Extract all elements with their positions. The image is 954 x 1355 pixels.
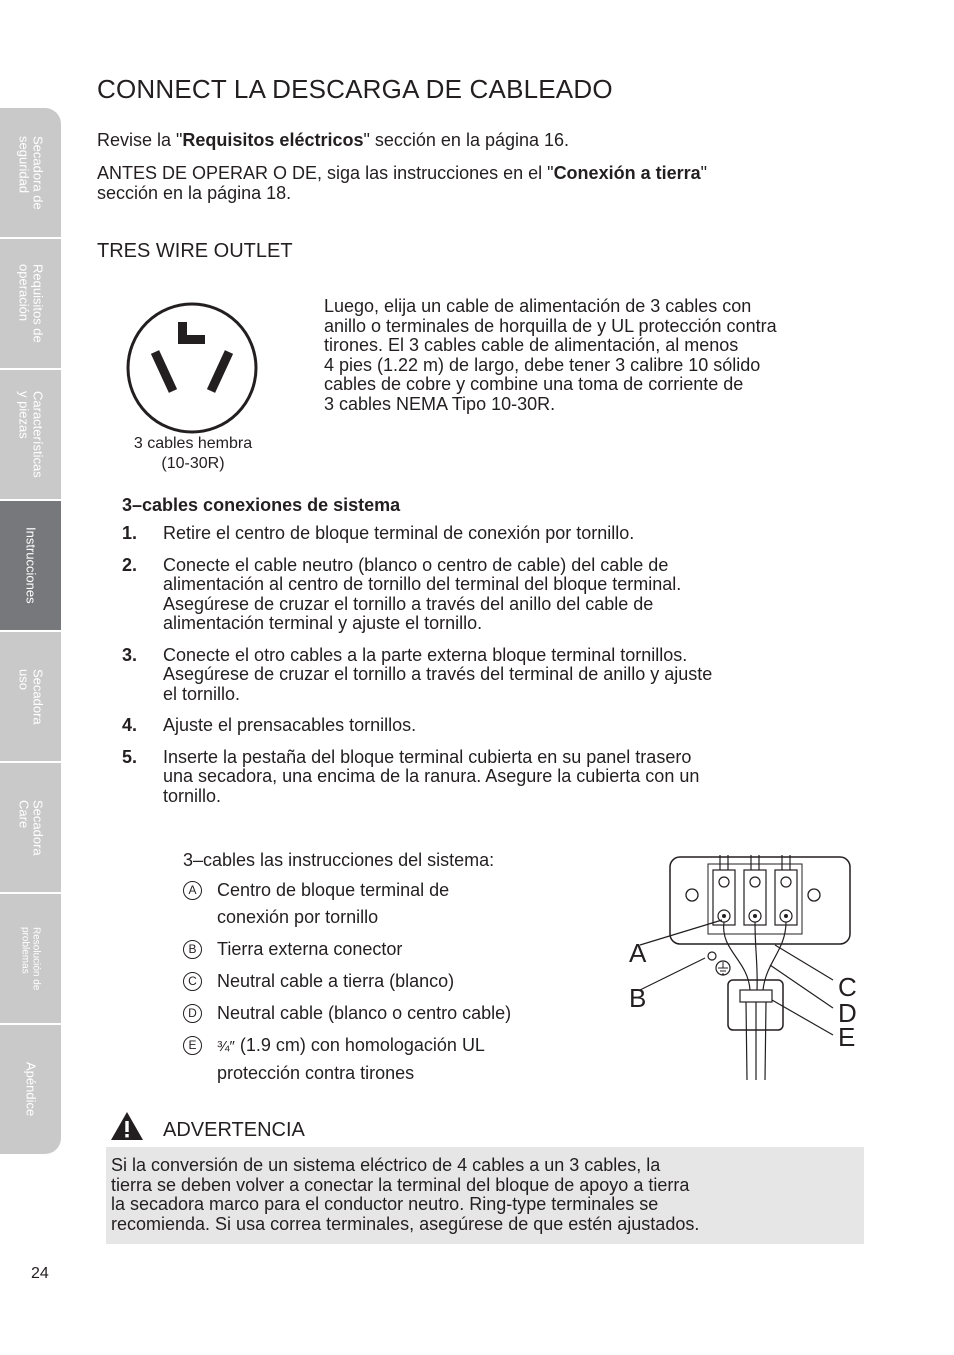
legend-letter: D (183, 1004, 202, 1023)
step-text: Conecte el cable neutro (blanco o centro de cable) del cable de alimentación al centro de tornillo del terminal del bloque terminal. Asegúrese de cruzar el tornillo a través del anillo del cable de alimentación terminal y ajuste el tornillo. (163, 554, 682, 633)
warning-icon (110, 1111, 144, 1141)
legend-item (183, 877, 613, 931)
diagram-label-c: C (838, 972, 857, 1002)
tab-resolucion-problemas[interactable] (0, 894, 61, 1025)
review-post: " sección en la página 16. (363, 130, 570, 150)
review-link-text: Requisitos eléctricos (182, 130, 364, 150)
diagram-legend (183, 849, 613, 1092)
section-tabs (0, 108, 61, 1156)
legend-text: Centro de bloque terminal de conexión por tornillo (217, 880, 450, 927)
fraction-text: ¾″ (217, 1038, 235, 1055)
step-text: Inserte la pestaña del bloque terminal cubierta en su panel trasero una secadora, una encima de la ranura. Asegure la cubierta con un tornillo. (163, 746, 700, 806)
step-item (122, 748, 882, 807)
legend-letter: E (183, 1036, 202, 1055)
page-title: CONNECT LA DESCARGA DE CABLEADO (97, 74, 613, 104)
warning-text: Si la conversión de un sistema eléctrico de 4 cables a un 3 cables, la tierra se deben volver a conectar la terminal del bloque de apoyo a tierra la secadora marco para el conductor neutro. Ring-type terminales se recomienda. Si usa correa terminales, asegúrese de que estén ajustados. (106, 1147, 864, 1244)
diagram-label-a: A (629, 938, 647, 968)
before-post: " (700, 163, 707, 183)
tab-secadora-care[interactable] (0, 763, 61, 894)
step-text: Retire el centro de bloque terminal de conexión por tornillo. (163, 523, 635, 543)
steps-list (122, 524, 882, 818)
tab-label: Características y piezas (16, 391, 46, 478)
outlet-caption-line1: 3 cables hembra (133, 435, 253, 452)
step-text: Conecte el otro cables a la parte externa bloque terminal tornillos. Asegúrese de cruzar el tornillo a través del terminal de anillo y ajuste el tornillo. (163, 644, 713, 704)
diagram-label-b: B (629, 983, 647, 1013)
before-line2: sección en la página 18. (97, 183, 292, 203)
step-item (122, 556, 882, 634)
before-paragraph (97, 163, 707, 203)
intro-text: Luego, elija un cable de alimentación de 3 cables con anillo o terminales de horquilla de y UL protección contra tirones. El 3 cables cable de alimentación, al menos 4 pies (1.22 m) de largo, debe tener 3 calibre 10 sólido cables de cobre y combine una toma de corriente de 3 cables NEMA Tipo 10-30R. (324, 296, 777, 414)
steps-title: 3–cables conexiones de sistema (122, 495, 401, 515)
tab-instrucciones[interactable] (0, 501, 61, 632)
legend-item (183, 936, 613, 963)
tab-label: Secadora uso (16, 668, 46, 725)
step-number: 3. (122, 644, 138, 665)
before-pre: ANTES DE OPERAR O DE, siga las instrucciones en el " (97, 163, 554, 183)
warning-title: ADVERTENCIA (163, 1119, 305, 1141)
tab-apendice[interactable] (0, 1025, 61, 1154)
tab-label: Secadora Care (16, 799, 46, 856)
section-title: TRES WIRE OUTLET (97, 240, 293, 262)
legend-text: Neutral cable a tierra (blanco) (217, 971, 455, 991)
step-number: 4. (122, 715, 138, 735)
legend-text: Tierra externa conector (217, 939, 403, 959)
step-item (122, 524, 882, 544)
tab-label: Instrucciones (23, 527, 39, 604)
step-item (122, 646, 882, 705)
tab-secadora-seguridad[interactable] (0, 108, 61, 239)
legend-letter: B (183, 940, 202, 959)
legend-title: 3–cables las instrucciones del sistema: (183, 850, 495, 870)
tab-label: Resolución de problemas (19, 926, 42, 991)
tab-secadora-uso[interactable] (0, 632, 61, 763)
legend-item (183, 1032, 613, 1087)
legend-item (183, 968, 613, 995)
tab-requisitos-operacion[interactable] (0, 239, 61, 370)
legend-item (183, 1000, 613, 1027)
tab-label: Apéndice (23, 1062, 39, 1117)
outlet-10-30r-illustration (122, 298, 262, 438)
step-number: 5. (122, 746, 138, 767)
tab-label: Requisitos de operación (16, 264, 46, 343)
legend-letter: C (183, 972, 202, 991)
terminal-block-wiring-diagram (620, 850, 870, 1080)
legend-text-rest: (1.9 cm) con homologación UL protección contra tirones (217, 1035, 485, 1083)
review-paragraph (97, 130, 569, 150)
tab-caracteristicas-piezas[interactable] (0, 370, 61, 501)
legend-letter: A (183, 881, 202, 900)
outlet-caption-line2: (10-30R) (161, 455, 225, 472)
step-number: 2. (122, 554, 138, 575)
step-item (122, 716, 882, 736)
legend-text: Neutral cable (blanco o centro cable) (217, 1003, 512, 1023)
step-text: Ajuste el prensacables tornillos. (163, 715, 417, 735)
diagram-label-e: E (838, 1022, 856, 1052)
review-pre: Revise la " (97, 130, 183, 150)
diagram-label-d: D (838, 998, 857, 1028)
step-number: 1. (122, 523, 138, 543)
outlet-caption (108, 434, 278, 474)
legend-text (217, 1032, 485, 1087)
tab-label: Secadora de seguridad (16, 135, 46, 210)
page-number: 24 (31, 1265, 49, 1282)
before-link-text: Conexión a tierra (553, 163, 701, 183)
